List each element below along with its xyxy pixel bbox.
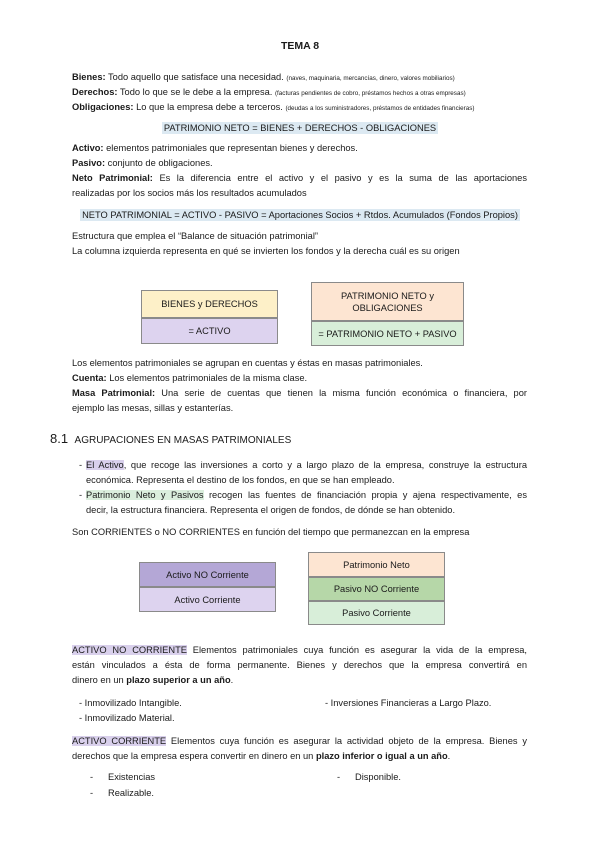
obligaciones-note: (deudas a los suministradores, préstamos de entidades financieras) <box>285 105 475 112</box>
cuenta-label: Cuenta: <box>72 373 107 383</box>
estructura-text-1: Estructura que emplea el “Balance de situación patrimonial” <box>72 231 318 241</box>
masa-text-1: Una serie de cuentas que tienen la misma función económica o financiera, por <box>161 388 527 398</box>
def-masa <box>72 387 527 400</box>
page-title: TEMA 8 <box>280 40 320 52</box>
anc-paragraph-1 <box>72 644 527 657</box>
box-pasivo-corriente: Pasivo Corriente <box>308 601 445 625</box>
bullet-patrimonio-text-2: decir, la estructura financiera. Representa el origen de fondos, de dónde se han obtenido. <box>86 505 456 515</box>
def-neto <box>72 172 527 185</box>
obligaciones-text: Lo que la empresa debe a terceros. <box>136 102 283 112</box>
anc-text-1: Elementos patrimoniales cuya función es asegurar la vida de la empresa, <box>192 645 527 655</box>
def-derechos <box>72 86 466 100</box>
ac-item: Existencias <box>108 772 156 782</box>
def-obligaciones <box>72 101 474 115</box>
masa-label: Masa Patrimonial: <box>72 388 156 398</box>
bienes-text: Todo aquello que satisface una necesidad. <box>108 72 284 82</box>
box-patrimonio-obligaciones: PATRIMONIO NETO y OBLIGACIONES <box>311 282 464 321</box>
bullet-activo-highlight: El Activo <box>86 460 124 470</box>
def-activo <box>72 142 358 155</box>
def-cuenta <box>72 372 307 385</box>
anc-plazo: plazo superior a un año <box>126 675 231 685</box>
box-patrimonio-pasivo: = PATRIMONIO NETO + PASIVO <box>311 321 464 346</box>
ac-item-dash: - <box>337 772 341 782</box>
ac-item: Disponible. <box>355 772 401 782</box>
bullet-activo-text-2: económica. Representa el destino de los fondos, en que se han empleado. <box>86 475 395 485</box>
derechos-text: Todo lo que se le debe a la empresa. <box>119 87 273 97</box>
section-title: AGRUPACIONES EN MASAS PATRIMONIALES <box>74 435 292 446</box>
def-pasivo <box>72 157 213 170</box>
anc-item: - Inmovilizado Intangible. <box>79 698 182 708</box>
bullet-activo <box>86 459 527 472</box>
neto-text-2: realizadas por los socios más los resultados acumulados <box>72 188 307 198</box>
activo-label: Activo: <box>72 143 104 153</box>
bienes-note: (naves, maquinaria, mercancías, dinero, valores mobiliarios) <box>286 75 455 82</box>
box-bienes-derechos: BIENES y DERECHOS <box>141 290 278 318</box>
anc-label: ACTIVO NO CORRIENTE <box>72 645 187 655</box>
ac-item: Realizable. <box>108 788 154 798</box>
activo-text: elementos patrimoniales que representan bienes y derechos. <box>106 143 358 153</box>
pasivo-text: conjunto de obligaciones. <box>107 158 213 168</box>
ac-paragraph-1 <box>72 735 527 748</box>
estructura-text-2: La columna izquierda representa en qué se invierten los fondos y la derecha cuál es su origen <box>72 246 460 256</box>
def-bienes <box>72 71 455 85</box>
neto-text-1: Es la diferencia entre el activo y el pasivo y es la suma de las aportaciones <box>159 173 527 183</box>
bullet-patrimonio-highlight: Patrimonio Neto y Pasivos <box>86 490 204 500</box>
derechos-note: (facturas pendientes de cobro, préstamos hechos a otras empresas) <box>274 90 466 97</box>
ac-text-2-post: . <box>447 751 451 761</box>
anc-text-3-pre: dinero en un <box>72 675 124 685</box>
ac-item-dash: - <box>90 772 94 782</box>
box-activo: = ACTIVO <box>141 318 278 344</box>
ac-text-2-pre: derechos que la empresa espera convertir en dinero en un <box>72 751 314 761</box>
obligaciones-label: Obligaciones: <box>72 102 134 112</box>
formula-1-text: PATRIMONIO NETO = BIENES + DERECHOS - OBLIGACIONES <box>163 123 437 133</box>
bullet-patrimonio <box>86 489 527 502</box>
bullet-patrimonio-text-1: recogen las fuentes de financiación propia y ajena respectivamente, es <box>208 490 527 500</box>
cuenta-text: Los elementos patrimoniales de la misma clase. <box>109 373 308 383</box>
formula-patrimonio-neto <box>0 122 600 135</box>
bienes-label: Bienes: <box>72 72 106 82</box>
masa-text-2: ejemplo las mesas, sillas y estanterías. <box>72 403 234 413</box>
anc-item: - Inmovilizado Material. <box>79 713 175 723</box>
box-activo-no-corriente: Activo NO Corriente <box>139 562 276 587</box>
anc-text-2: están vinculados a ésta de forma permanente. Bienes y derechos que la empresa convertirá en <box>72 660 527 670</box>
pasivo-label: Pasivo: <box>72 158 106 168</box>
corrientes-intro: Son CORRIENTES o NO CORRIENTES en función del tiempo que permanezcan en la empresa <box>72 527 470 537</box>
ac-label: ACTIVO CORRIENTE <box>72 736 167 746</box>
ac-paragraph-2 <box>72 750 450 763</box>
box-activo-corriente: Activo Corriente <box>139 587 276 612</box>
box-patrimonio-neto: Patrimonio Neto <box>308 552 445 577</box>
derechos-label: Derechos: <box>72 87 118 97</box>
masas-intro: Los elementos patrimoniales se agrupan en cuentas y éstas en masas patrimoniales. <box>72 358 423 368</box>
bullet-activo-text-1: , que recoge las inversiones a corto y a largo plazo de la empresa, construye la estructura <box>123 460 527 470</box>
neto-label: Neto Patrimonial: <box>72 173 153 183</box>
formula-neto-patrimonial <box>0 209 600 222</box>
bullet-dash-1: - <box>79 460 83 470</box>
box-pasivo-no-corriente: Pasivo NO Corriente <box>308 577 445 601</box>
ac-text-1: Elementos cuya función es asegurar la actividad objeto de la empresa. Bienes y <box>170 736 527 746</box>
anc-item: - Inversiones Financieras a Largo Plazo. <box>325 698 492 708</box>
ac-plazo: plazo inferior o igual a un año <box>315 751 448 761</box>
bullet-dash-2: - <box>79 490 83 500</box>
section-number: 8.1 <box>50 431 69 446</box>
section-heading <box>50 430 291 448</box>
formula-2-text: NETO PATRIMONIAL = ACTIVO - PASIVO = Aportaciones Socios + Rtdos. Acumulados (Fondos Propios) <box>82 210 518 220</box>
ac-item-dash: - <box>90 788 94 798</box>
anc-paragraph-3 <box>72 674 233 687</box>
anc-text-3-post: . <box>230 675 234 685</box>
